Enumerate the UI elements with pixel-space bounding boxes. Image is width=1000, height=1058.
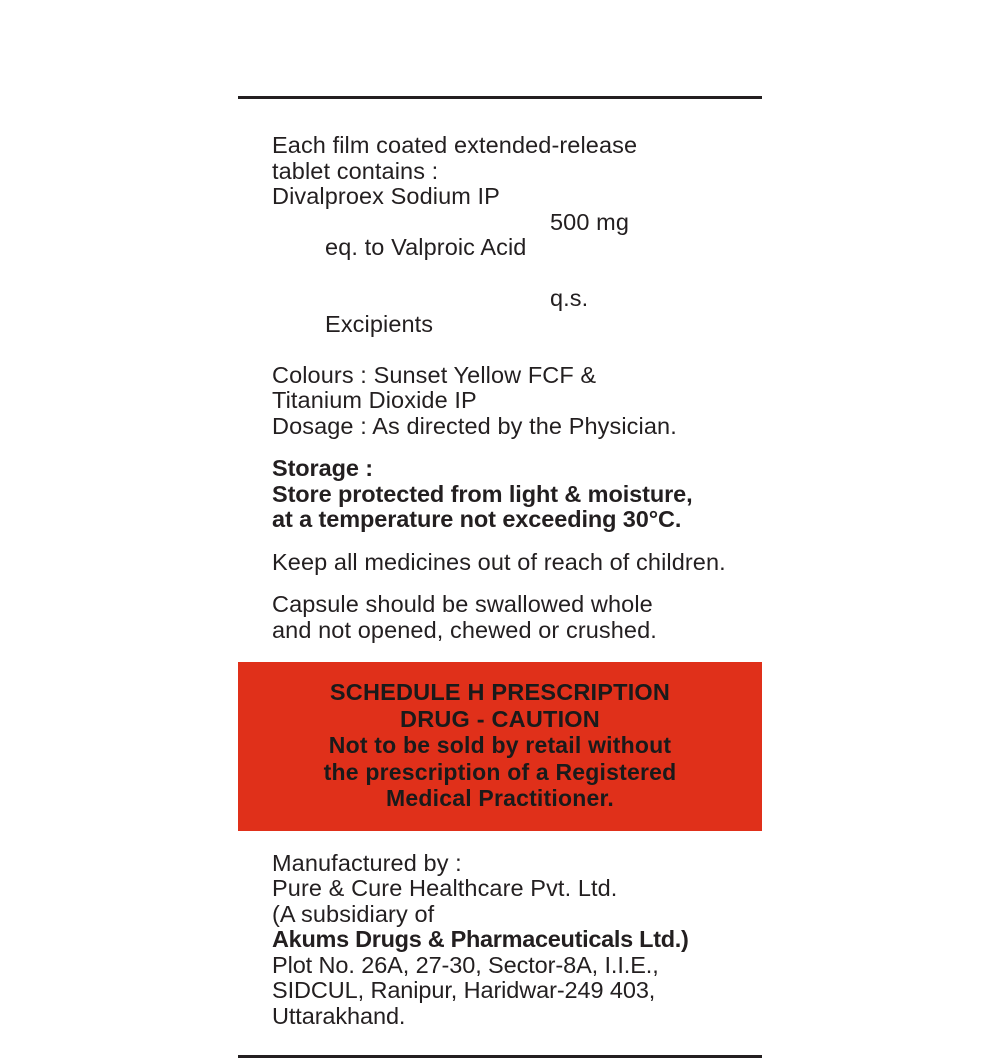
parent-company-name: Akums Drugs & Pharmaceuticals Ltd. <box>272 926 682 952</box>
composition-section <box>272 133 756 439</box>
composition-row-amount: 500 mg <box>550 208 629 235</box>
caution-line-2: DRUG - CAUTION <box>400 705 600 732</box>
swallow-whole-note <box>272 592 756 643</box>
label-card <box>238 96 762 1058</box>
composition-row-name: Excipients <box>325 310 434 337</box>
storage-section <box>272 456 756 533</box>
composition-heading-line-1: Each film coated extended-release <box>272 132 638 158</box>
manufacturer-section <box>238 831 762 1030</box>
keep-out-of-reach-note: Keep all medicines out of reach of children. <box>272 548 726 575</box>
composition-heading-line-2: tablet contains : <box>272 157 439 184</box>
manufacturer-company: Pure & Cure Healthcare Pvt. Ltd. <box>272 875 618 901</box>
parent-company-line <box>272 927 756 953</box>
storage-line-1: Store protected from light & moisture, <box>272 480 693 507</box>
swallow-note-line-1: Capsule should be swallowed whole <box>272 591 653 617</box>
colours-line-1: Colours : Sunset Yellow FCF & <box>272 361 597 388</box>
spacer <box>272 533 756 550</box>
caution-line-3: Not to be sold by retail without <box>328 732 672 758</box>
label-body <box>238 99 762 643</box>
composition-row-valproic-acid <box>272 210 756 287</box>
caution-line-5: Medical Practitioner. <box>386 785 614 811</box>
swallow-note-line-2: and not opened, chewed or crushed. <box>272 616 657 643</box>
composition-active-ingredient: Divalproex Sodium IP <box>272 183 500 209</box>
address-line-2: SIDCUL, Ranipur, Haridwar-249 403, <box>272 977 656 1003</box>
parent-company-suffix: ) <box>681 926 689 952</box>
spacer <box>272 575 756 592</box>
caution-line-1: SCHEDULE H PRESCRIPTION <box>329 679 671 705</box>
manufactured-by-label: Manufactured by : <box>272 849 462 876</box>
manufacturer-address <box>272 953 756 1030</box>
composition-row-excipients <box>272 286 756 363</box>
caution-line-4: the prescription of a Registered <box>323 758 677 785</box>
address-line-1: Plot No. 26A, 27-30, Sector-8A, I.I.E., <box>272 951 659 978</box>
subsidiary-prefix: (A subsidiary of <box>272 900 435 927</box>
storage-line-2: at a temperature not exceeding 30°C. <box>272 506 682 532</box>
storage-title: Storage : <box>272 455 373 481</box>
schedule-h-caution-box <box>238 662 762 831</box>
composition-row-amount: q.s. <box>550 285 589 311</box>
colours-line-2: Titanium Dioxide IP <box>272 387 477 413</box>
spacer <box>272 439 756 456</box>
dosage-line: Dosage : As directed by the Physician. <box>272 412 677 439</box>
address-line-3: Uttarakhand. <box>272 1002 406 1029</box>
composition-row-name: eq. to Valproic Acid <box>325 234 527 260</box>
